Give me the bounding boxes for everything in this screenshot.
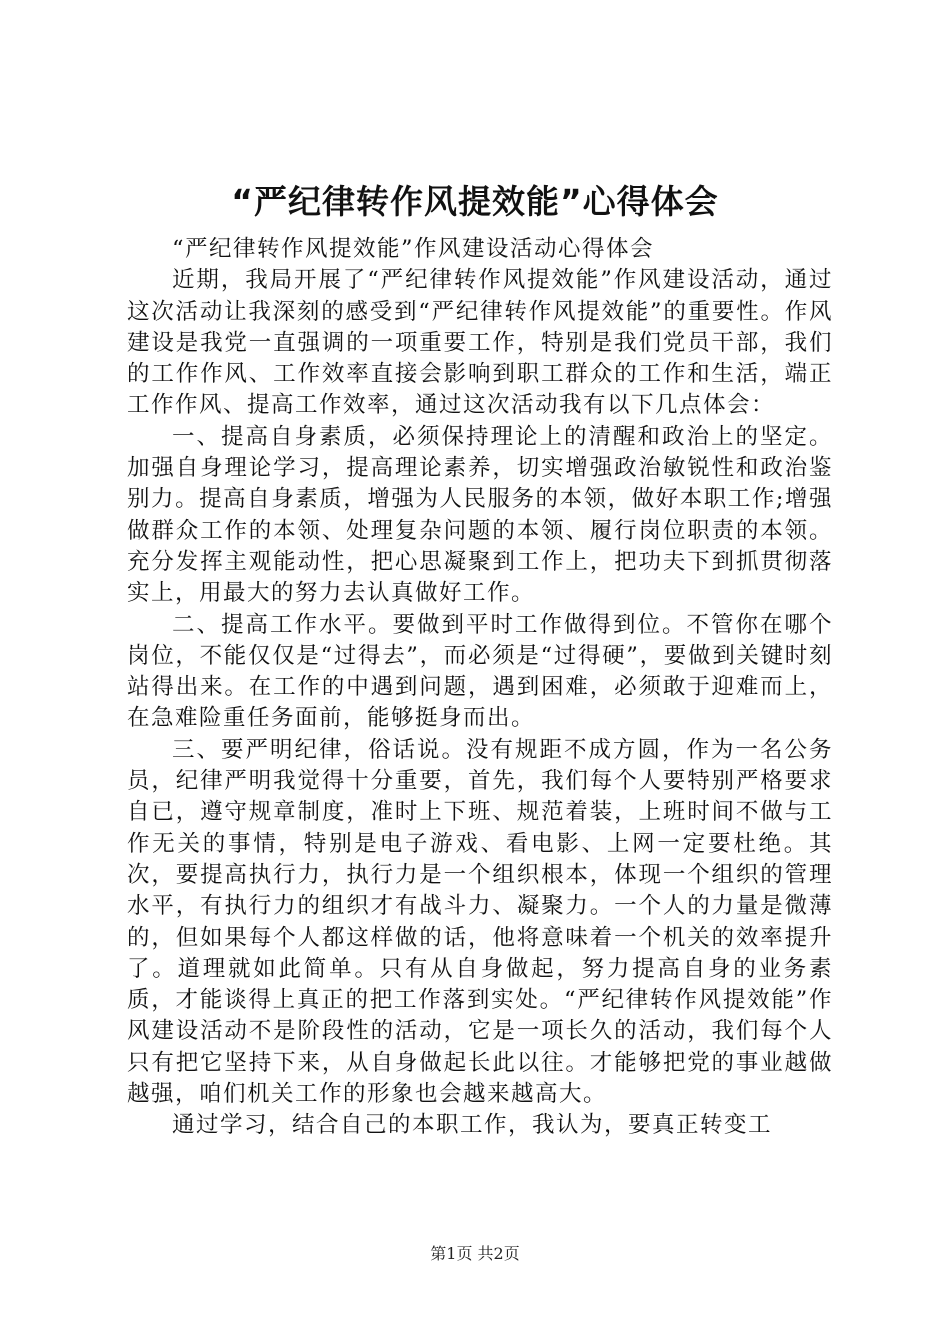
closing-paragraph: 通过学习，结合自己的本职工作，我认为，要真正转变工	[172, 1112, 773, 1139]
document-title: “严纪律转作风提效能”心得体会	[231, 182, 719, 221]
subtitle-paragraph: “严纪律转作风提效能”作风建设活动心得体会	[172, 236, 655, 262]
page-number-footer: 第1页 共2页	[430, 1244, 520, 1263]
point-three-paragraph: 三、要严明纪律，俗话说。没有规距不成方圆，作为一名公务员，纪律严明我觉得十分重要，首先，我们每个人要特别严格要求自已，遵守规章制度，准时上下班、规范着装，上班时间不做与工作无关的事情，特别是电子游戏、看电影、上网一定要杜绝。其次，要提高执行力，执行力是一个组织根本，体现一个组织的管理水平，有执行力的组织才有战斗力、凝聚力。一个人的力量是微薄的，但如果每个人都这样做的话，他将意味着一个机关的效率提升了。道理就如此简单。只有从自身做起，努力提高自身的业务素质，才能谈得上真正的把工作落到实处。“严纪律转作风提效能”作风建设活动不是阶段性的活动，它是一项长久的活动，我们每个人只有把它坚持下来，从自身做起长此以往。才能够把党的事业越做越强，咱们机关工作的形象也会越来越高大。	[127, 736, 833, 1108]
point-one-paragraph: 一、提高自身素质，必须保持理论上的清醒和政治上的坚定。加强自身理论学习，提高理论素养，切实增强政治敏锐性和政治鉴别力。提高自身素质，增强为人民服务的本领，做好本职工作;增强做群众工作的本领、处理复杂问题的本领、履行岗位职责的本领。充分发挥主观能动性，把心思凝聚到工作上，把功夫下到抓贯彻落实上，用最大的努力去认真做好工作。	[127, 423, 833, 607]
point-two-paragraph: 二、提高工作水平。要做到平时工作做得到位。不管你在哪个岗位，不能仅仅是“过得去”，而必须是“过得硬”，要做到关键时刻站得出来。在工作的中遇到问题，遇到困难，必须敢于迎难而上，在急难险重任务面前，能够挺身而出。	[127, 611, 833, 732]
document-body	[127, 234, 833, 1142]
intro-paragraph: 近期，我局开展了“严纪律转作风提效能”作风建设活动，通过这次活动让我深刻的感受到“严纪律转作风提效能”的重要性。作风建设是我党一直强调的一项重要工作，特别是我们党员干部，我们的工作作风、工作效率直接会影响到职工群众的工作和生活，端正工作作风、提高工作效率，通过这次活动我有以下几点体会：	[127, 267, 833, 419]
